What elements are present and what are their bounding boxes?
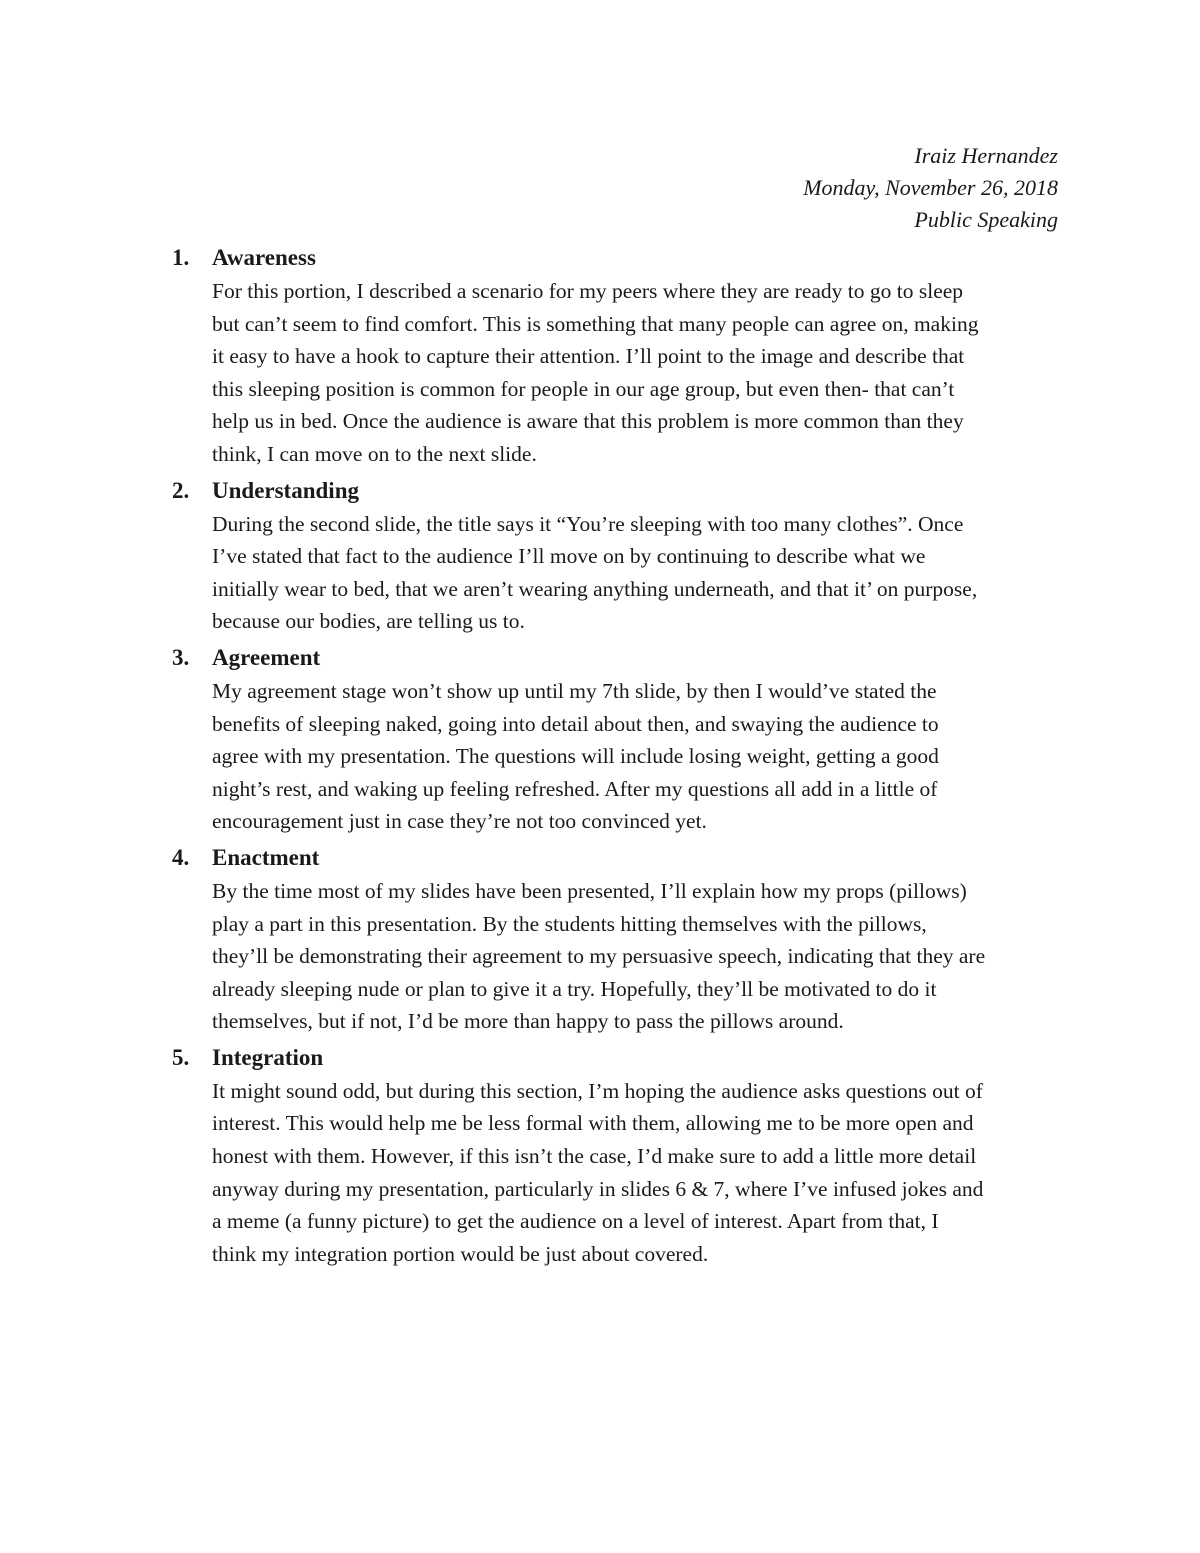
course-name: Public Speaking xyxy=(914,207,1058,232)
document-date: Monday, November 26, 2018 xyxy=(803,175,1058,200)
section-paragraph xyxy=(212,875,1062,1038)
paragraph-line: It might sound odd, but during this section, I’m hoping the audience asks questions out of xyxy=(212,1078,983,1103)
paragraph-line: benefits of sleeping naked, going into detail about then, and swaying the audience to xyxy=(212,711,939,736)
paragraph-line: a meme (a funny picture) to get the audience on a level of interest. Apart from that, I xyxy=(212,1209,939,1234)
section-number: 4. xyxy=(172,844,190,870)
document-header xyxy=(803,140,1058,236)
paragraph-line: it easy to have a hook to capture their attention. I’ll point to the image and describe that xyxy=(212,344,965,369)
author-name: Iraiz Hernandez xyxy=(914,143,1058,168)
paragraph-line: help us in bed. Once the audience is aware that this problem is more common than they xyxy=(212,409,964,434)
paragraph-line: think, I can move on to the next slide. xyxy=(212,441,537,466)
paragraph-line: anyway during my presentation, particularly in slides 6 & 7, where I’ve infused jokes and xyxy=(212,1176,984,1201)
section-number: 1. xyxy=(172,245,190,270)
section-paragraph xyxy=(212,675,1062,838)
section-paragraph xyxy=(212,1075,1062,1271)
section-paragraph xyxy=(212,275,1062,471)
section-heading: Agreement xyxy=(212,644,321,670)
section-agreement xyxy=(0,641,1200,838)
paragraph-line: already sleeping nude or plan to give it a try. Hopefully, they’ll be motivated to do it xyxy=(212,976,937,1001)
paragraph-line: this sleeping position is common for people in our age group, but even then- that can’t xyxy=(212,376,955,401)
paragraph-line: night’s rest, and waking up feeling refreshed. After my questions all add in a little of xyxy=(212,776,938,801)
section-heading: Understanding xyxy=(212,477,359,503)
section-integration xyxy=(0,1041,1200,1271)
paragraph-line: they’ll be demonstrating their agreement to my persuasive speech, indicating that they are xyxy=(212,944,986,969)
paragraph-line: During the second slide, the title says it “You’re sleeping with too many clothes”. Once xyxy=(212,511,964,536)
numbered-sections xyxy=(0,241,1200,1273)
paragraph-line: encouragement just in case they’re not too convinced yet. xyxy=(212,809,707,834)
section-heading: Integration xyxy=(212,1044,324,1070)
paragraph-line: honest with them. However, if this isn’t the case, I’d make sure to add a little more detail xyxy=(212,1144,977,1169)
paragraph-line: My agreement stage won’t show up until my 7th slide, by then I would’ve stated the xyxy=(212,678,937,703)
section-heading: Enactment xyxy=(212,844,320,870)
paragraph-line: I’ve stated that fact to the audience I’ll move on by continuing to describe what we xyxy=(212,544,926,569)
section-paragraph xyxy=(212,508,1062,638)
section-enactment xyxy=(0,841,1200,1038)
paragraph-line: themselves, but if not, I’d be more than happy to pass the pillows around. xyxy=(212,1009,844,1034)
paragraph-line: play a part in this presentation. By the students hitting themselves with the pillows, xyxy=(212,911,927,936)
section-number: 2. xyxy=(172,477,190,503)
section-understanding xyxy=(0,474,1200,638)
paragraph-line: initially wear to bed, that we aren’t wearing anything underneath, and that it’ on purpose, xyxy=(212,576,978,601)
section-heading: Awareness xyxy=(212,245,316,270)
section-number: 3. xyxy=(172,644,190,670)
paragraph-line: For this portion, I described a scenario for my peers where they are ready to go to sleep xyxy=(212,279,964,303)
section-awareness xyxy=(0,241,1200,471)
paragraph-line: agree with my presentation. The questions will include losing weight, getting a good xyxy=(212,744,939,769)
paragraph-line: think my integration portion would be just about covered. xyxy=(212,1241,709,1266)
paragraph-line: By the time most of my slides have been presented, I’ll explain how my props (pillows) xyxy=(212,878,967,903)
paragraph-line: but can’t seem to find comfort. This is something that many people can agree on, making xyxy=(212,311,979,336)
paragraph-line: interest. This would help me be less formal with them, allowing me to be more open and xyxy=(212,1111,974,1136)
paragraph-line: because our bodies, are telling us to. xyxy=(212,609,525,634)
section-number: 5. xyxy=(172,1044,190,1070)
